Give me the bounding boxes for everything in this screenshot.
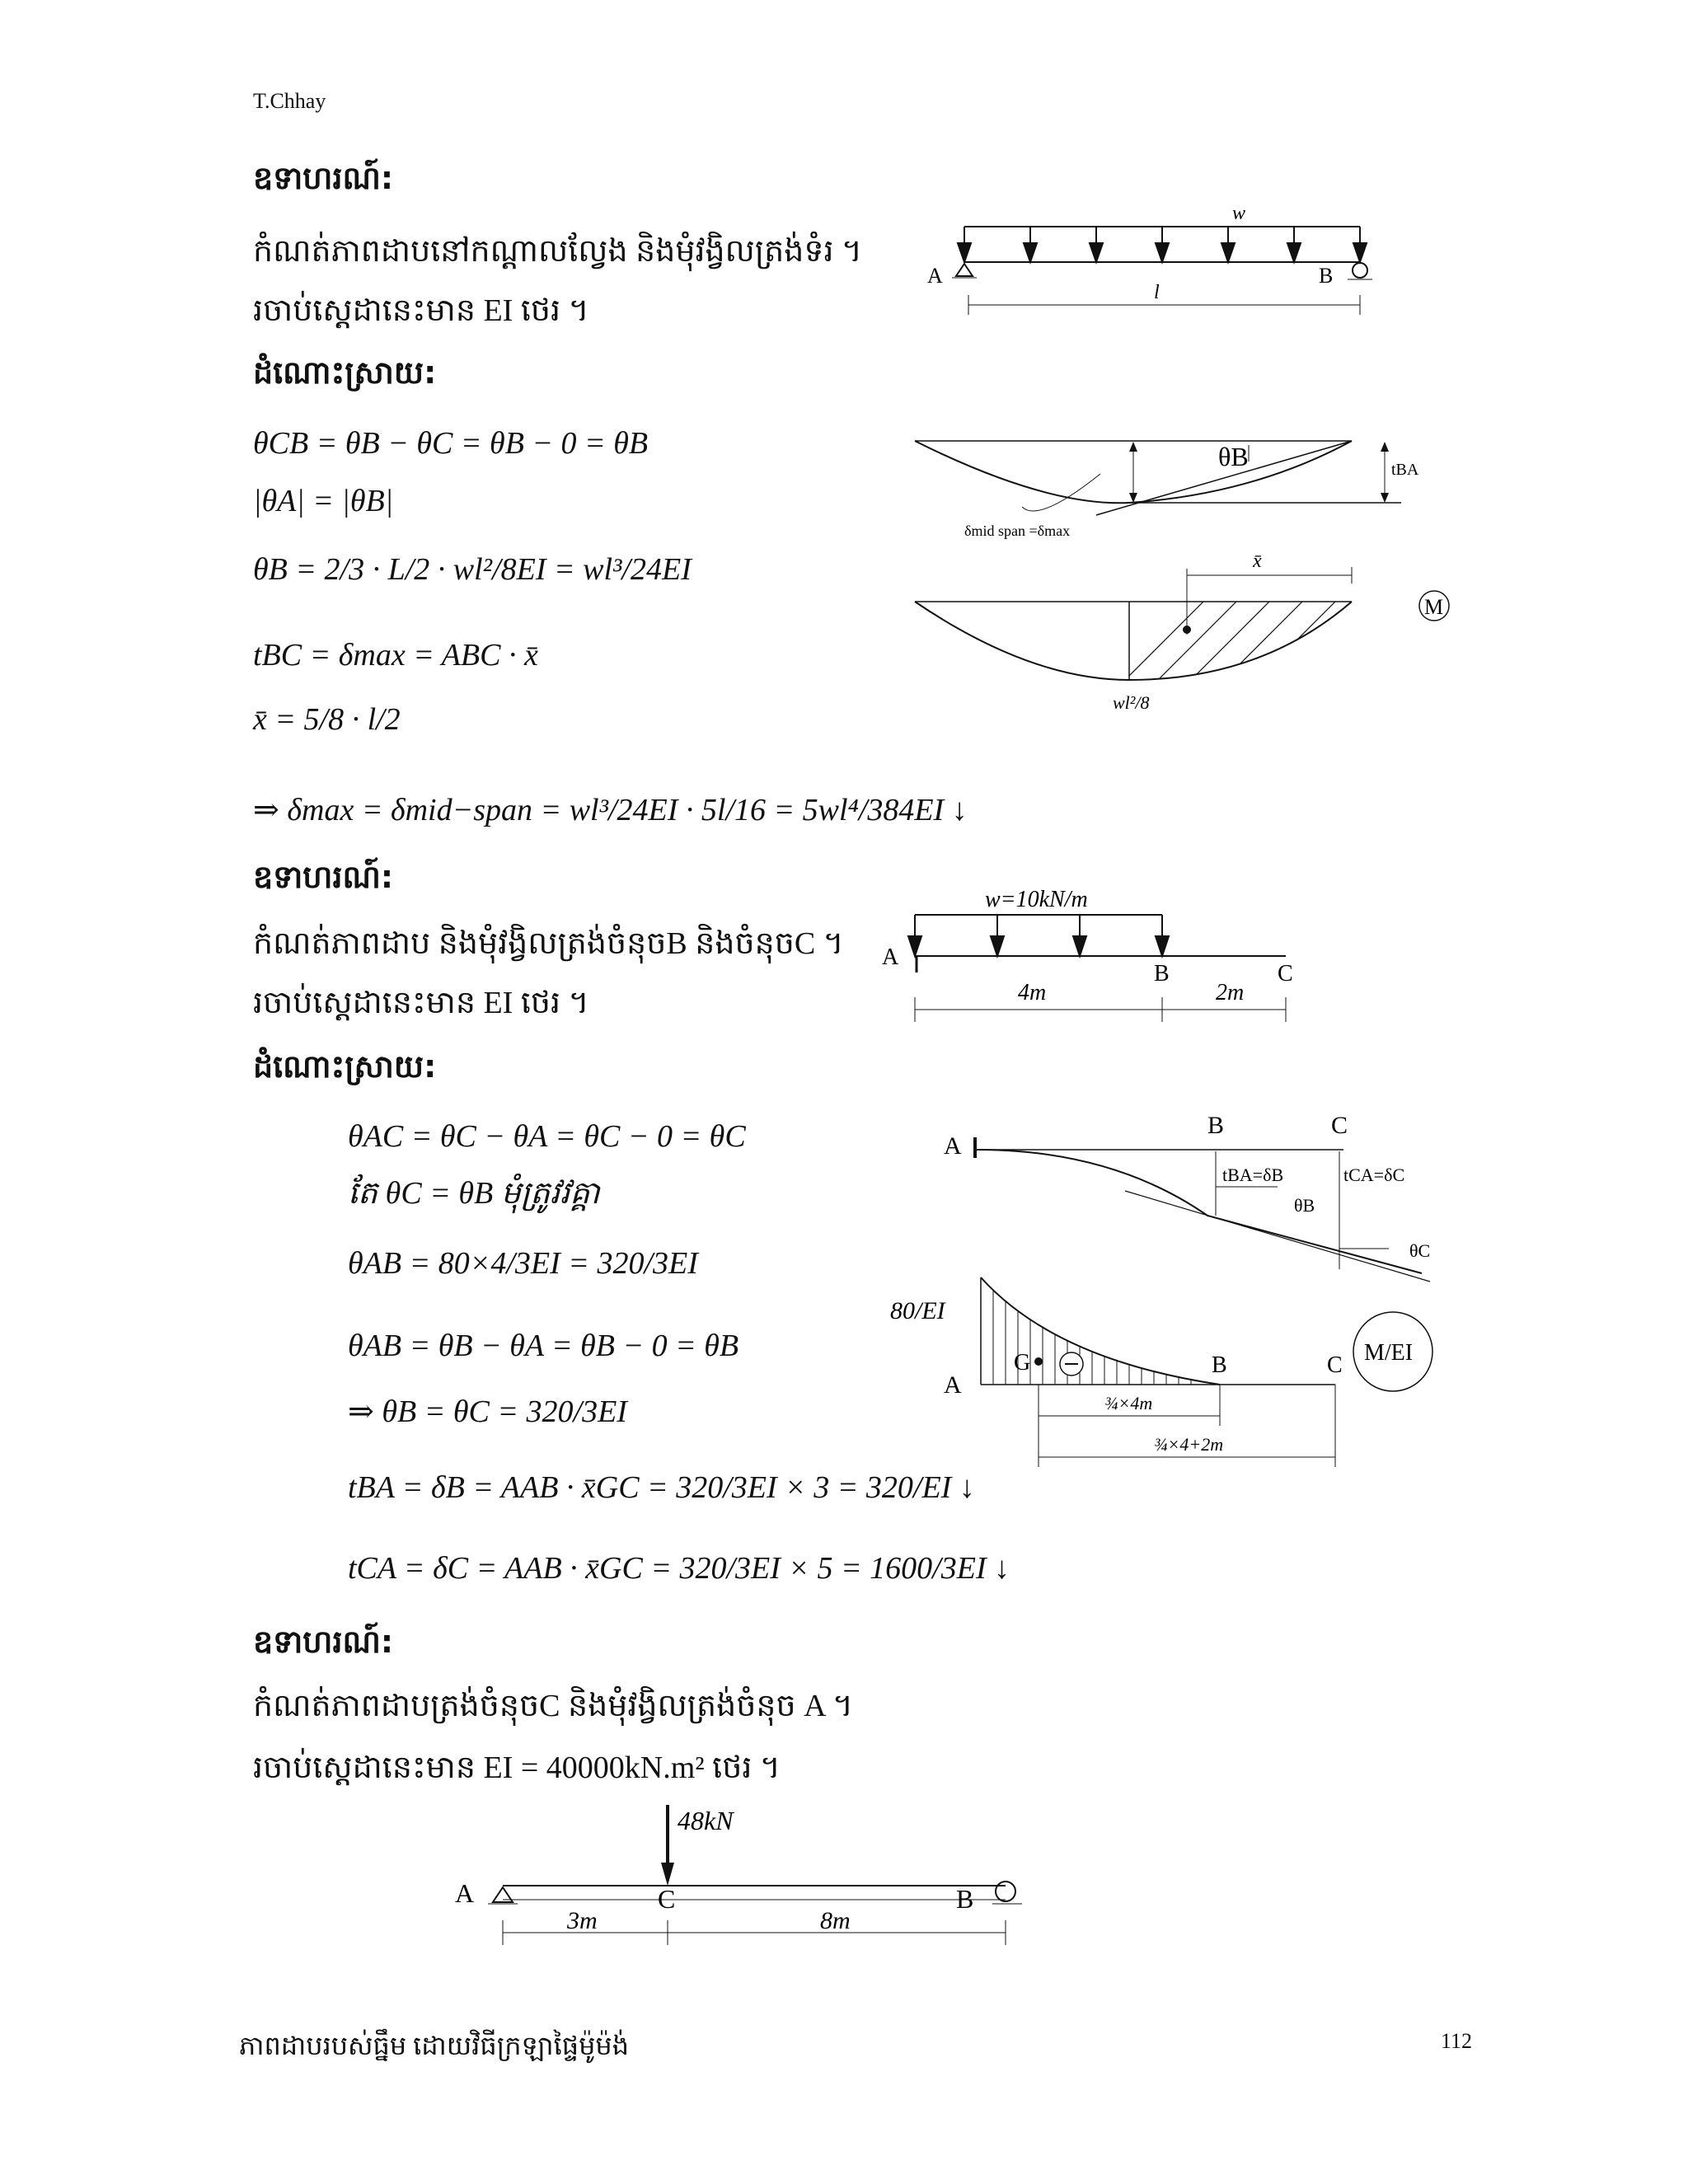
example3-heading: ឧទាហរណ៍: — [253, 1624, 394, 1660]
example1-solution-heading: ដំណោះស្រាយ: — [253, 354, 437, 391]
ex1-deflection-diagram — [907, 429, 1434, 560]
ex2-def-B: B — [1207, 1112, 1225, 1139]
ex2-mei-diagram — [890, 1269, 1467, 1475]
ex1-tba-label: tBA — [1391, 461, 1419, 479]
example1-line2: រចាប់ស្តេដានេះមាន EI ថេរ ។ — [253, 293, 589, 328]
ex2-A-label: A — [882, 944, 899, 970]
example2-solution-heading: ដំណោះស្រាយ: — [253, 1048, 437, 1085]
ex2-mei-B: B — [1212, 1352, 1227, 1378]
ex2-eq2: តែ θC = θB មុំត្រូវវគ្គា — [348, 1176, 600, 1211]
ex2-mei-circle: M/EI — [1364, 1340, 1414, 1366]
page-header-author: T.Chhay — [253, 89, 326, 113]
ex2-eq6: tBA = δB = AAB · x̄GC = 320/3EI × 3 = 320/EI ↓ — [348, 1470, 975, 1505]
ex1-moment-circle-label: M — [1424, 595, 1444, 619]
ex2-load-label: w=10kN/m — [985, 887, 1088, 912]
ex3-beam-diagram — [445, 1797, 1055, 1961]
ex1-eq6: ⇒ δmax = δmid−span = wl³/24EI · 5l/16 = 5wl⁴/384EI ↓ — [253, 793, 968, 827]
ex3-CB-label: 8m — [820, 1907, 851, 1934]
ex1-span-label: l — [1154, 282, 1160, 303]
ex2-beam-diagram — [882, 882, 1343, 1030]
ex1-eq2: |θA| = |θB| — [253, 484, 394, 518]
ex2-eq4: θAB = θB − θA = θB − 0 = θB — [348, 1329, 739, 1363]
ex2-mei-G: G — [1014, 1350, 1031, 1376]
example3-line1: កំណត់ភាពដាបត្រង់ចំនុចC និងមុំវង្វិលត្រង់ចំនុច A ។ — [253, 1689, 854, 1723]
ex2-def-tba: tBA=δB — [1222, 1165, 1284, 1185]
example3-line2: រចាប់ស្តេដានេះមាន EI = 40000kN.m² ថេរ ។ — [253, 1750, 781, 1785]
ex1-eq1: θCB = θB − θC = θB − 0 = θB — [253, 426, 649, 461]
ex1-moment-max-label: wl²/8 — [1113, 692, 1150, 713]
ex3-B-label: B — [956, 1884, 974, 1914]
ex2-def-A: A — [944, 1132, 962, 1160]
ex3-A-label: A — [455, 1878, 475, 1908]
example1-heading: ឧទាហរណ៍: — [253, 160, 394, 196]
ex3-C-label: C — [658, 1884, 676, 1914]
ex1-eq5: x̄ = 5/8 · l/2 — [253, 702, 401, 737]
ex1-eq3: θB = 2/3 · L/2 · wl²/8EI = wl³/24EI — [253, 552, 692, 587]
ex2-AB-label: 4m — [1018, 980, 1047, 1005]
ex1-moment-diagram — [907, 544, 1467, 733]
ex2-mei-d2: ¾×4+2m — [1154, 1434, 1224, 1455]
example2-heading: ឧទាហរណ៍: — [253, 859, 394, 895]
footer-title: ភាពដាបរបស់ធ្នឹម ដោយវិធីក្រឡាផ្ទៃម៉ូម៉ង់ — [239, 2031, 629, 2060]
ex2-mei-C: C — [1327, 1352, 1343, 1378]
ex2-def-thB: θB — [1294, 1195, 1315, 1216]
example2-line2: រចាប់ស្តេដានេះមាន EI ថេរ ។ — [253, 986, 589, 1020]
ex2-def-tca: tCA=δC — [1343, 1165, 1405, 1185]
ex2-BC-label: 2m — [1216, 980, 1245, 1005]
ex2-eq7: tCA = δC = AAB · x̄GC = 320/3EI × 5 = 1600/3EI ↓ — [348, 1551, 1010, 1586]
ex2-mei-top: 80/EI — [890, 1297, 945, 1324]
ex2-mei-d1: ¾×4m — [1104, 1393, 1153, 1413]
example1-line1: កំណត់ភាពដាបនៅកណ្ដាលល្វែង និងមុំវង្វិលត្រង់ទំរ ។ — [253, 234, 863, 269]
ex2-eq1: θAC = θC − θA = θC − 0 = θC — [348, 1119, 746, 1154]
ex1-right-label: B — [1319, 264, 1334, 288]
page-number: 112 — [1441, 2029, 1473, 2053]
ex2-mei-A: A — [944, 1371, 962, 1399]
ex3-AC-label: 3m — [567, 1907, 598, 1934]
ex1-beam-diagram — [907, 198, 1401, 330]
ex1-load-label: w — [1232, 203, 1246, 224]
ex1-theta-label: θB — [1218, 442, 1249, 471]
ex1-delta-label: δmid span =δmax — [964, 523, 1071, 539]
ex1-eq4: tBC = δmax = ABC · x̄ — [253, 638, 538, 673]
ex2-eq5: ⇒ θB = θC = 320/3EI — [348, 1394, 627, 1429]
ex2-def-thC: θC — [1409, 1240, 1431, 1261]
ex1-xbar-label: x̄ — [1253, 551, 1262, 572]
ex1-left-label: A — [927, 264, 943, 288]
ex2-def-C: C — [1331, 1112, 1348, 1139]
example2-line1: កំណត់ភាពដាប និងមុំវង្វិលត្រង់ចំនុចB និងចំនុចC ។ — [253, 926, 844, 961]
ex2-C-label: C — [1278, 961, 1293, 987]
ex2-B-label: B — [1154, 961, 1170, 987]
ex2-eq3: θAB = 80×4/3EI = 320/3EI — [348, 1246, 698, 1281]
ex3-load-label: 48kN — [678, 1806, 734, 1835]
